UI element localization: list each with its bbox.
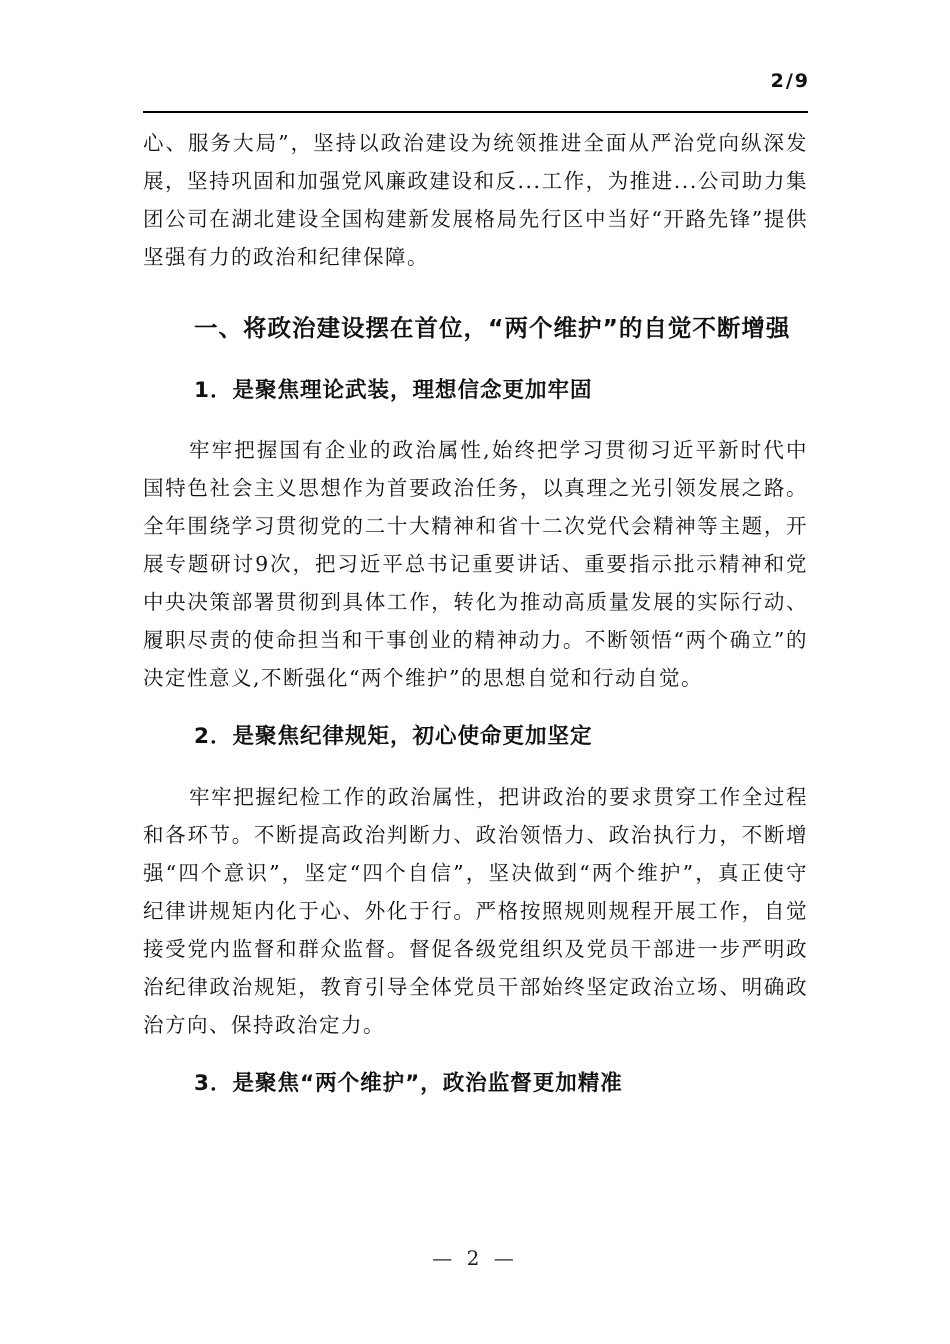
- sub-heading-3: 3．是聚焦“两个维护”，政治监督更加精准: [194, 1071, 623, 1096]
- section-heading-1: 一、将政治建设摆在首位，“两个维护”的自觉不断增强: [194, 314, 791, 342]
- paragraph-2: 牢牢把握纪检工作的政治属性，把讲政治的要求贯穿工作全过程和各环节。不断提高政治判断力、政治领悟力、政治执行力，不断增强“四个意识”，坚定“四个自信”，坚决做到“两个维护”，真正使守纪律讲规矩内化于心、外化于行。严格按照规则规程开展工作，自觉接受党内监督和群众监督。督促各级党组织及党员干部进一步严明政治纪律政治规矩，教育引导全体党员干部始终坚定政治立场、明确政治方向、保持政治定力。: [143, 785, 808, 1037]
- sub-heading-1: 1．是聚焦理论武装，理想信念更加牢固: [194, 378, 593, 403]
- document-body: [143, 124, 808, 1103]
- page-footer-number: — 2 —: [432, 1246, 518, 1270]
- sub-heading-2: 2．是聚焦纪律规矩，初心使命更加坚定: [194, 724, 593, 749]
- header-rule: [143, 111, 808, 113]
- page-indicator: 2/9: [770, 70, 810, 92]
- intro-paragraph: 心、服务大局”，坚持以政治建设为统领推进全面从严治党向纵深发展，坚持巩固和加强党风廉政建设和反...工作，为推进...公司助力集团公司在湖北建设全国构建新发展格局先行区中当好“开路先锋”提供坚强有力的政治和纪律保障。: [143, 131, 808, 269]
- paragraph-1: 牢牢把握国有企业的政治属性,始终把学习贯彻习近平新时代中国特色社会主义思想作为首要政治任务，以真理之光引领发展之路。全年围绕学习贯彻党的二十大精神和省十二次党代会精神等主题，开展专题研讨9次，把习近平总书记重要讲话、重要指示批示精神和党中央决策部署贯彻到具体工作，转化为推动高质量发展的实际行动、履职尽责的使命担当和干事创业的精神动力。不断领悟“两个确立”的决定性意义,不断强化“两个维护”的思想自觉和行动自觉。: [143, 438, 808, 690]
